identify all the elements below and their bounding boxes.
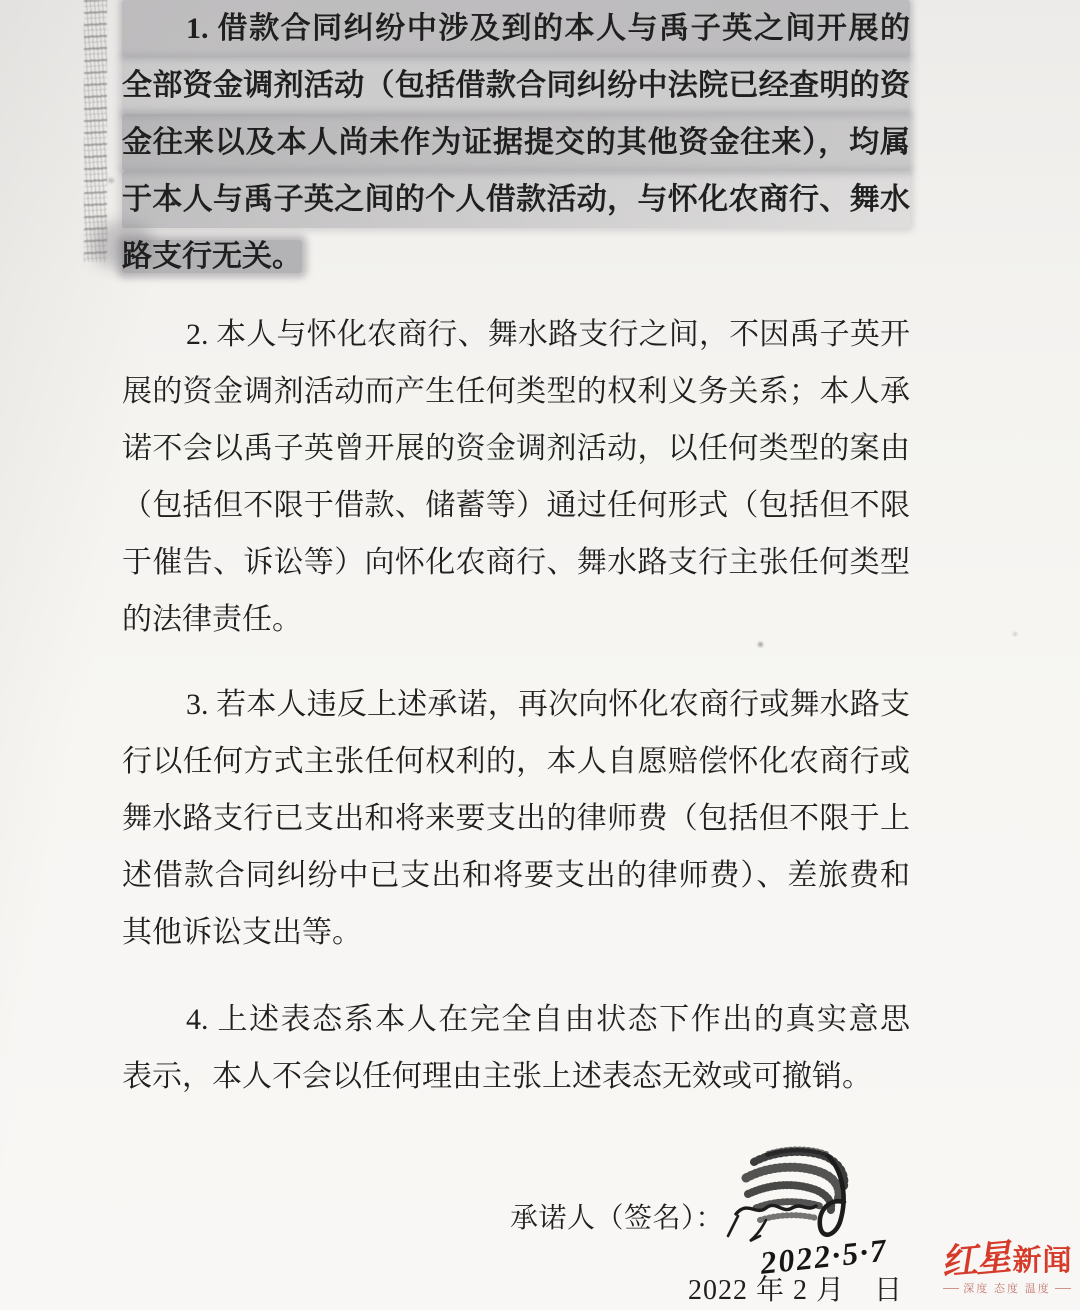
logo-brand-script-text: 红星 (940, 1237, 1012, 1283)
document-line: 其他诉讼支出等。 (122, 916, 362, 949)
document-line: 于本人与禹子英之间的个人借款活动，与怀化农商行、舞水 (122, 171, 910, 228)
paragraph-3 (122, 676, 910, 961)
document-line: 述借款合同纠纷中已支出和将要支出的律师费）、差旅费和 (122, 859, 910, 892)
document-line: 4. 上述表态系本人在完全自由状态下作出的真实意思 (186, 1003, 910, 1036)
tagline-dash (943, 1288, 959, 1289)
scan-noise-dot (1013, 632, 1017, 636)
document-line: 展的资金调剂活动而产生任何类型的权利义务关系；本人承 (122, 375, 910, 408)
document-line: 2. 本人与怀化农商行、舞水路支行之间，不因禹子英开 (186, 318, 910, 351)
paragraph-4 (122, 991, 910, 1105)
paragraph-1 (122, 0, 910, 285)
redstar-news-watermark (934, 1237, 1080, 1296)
printed-date: 2022 年 2 月 日 (688, 1275, 904, 1306)
paragraph-2 (122, 306, 910, 648)
scan-edge-artifact (84, 0, 107, 262)
document-line: 诺不会以禹子英曾开展的资金调剂活动，以任何类型的案由 (122, 432, 910, 465)
document-line: 3. 若本人违反上述承诺，再次向怀化农商行或舞水路支 (186, 688, 910, 721)
document-line: （包括但不限于借款、储蓄等）通过任何形式（包括但不限 (122, 489, 910, 522)
logo-tagline-text: 深度 态度 温度 (963, 1283, 1051, 1295)
scan-noise-dot (108, 178, 114, 183)
handwritten-date: 2022·5·7 (758, 1231, 890, 1281)
document-line: 金往来以及本人尚未作为证据提交的其他资金往来），均属 (122, 114, 910, 171)
document-line (122, 228, 910, 285)
document-line: 1. 借款合同纠纷中涉及到的本人与禹子英之间开展的 (122, 0, 910, 57)
logo-tagline (934, 1280, 1080, 1296)
document-line: 全部资金调剂活动（包括借款合同纠纷中法院已经查明的资 (122, 57, 910, 114)
signatory-label: 承诺人（签名）： (510, 1203, 725, 1234)
document-line: 行以任何方式主张任何权利的，本人自愿赔偿怀化农商行或 (122, 745, 910, 778)
highlighted-text: 路支行无关。 (122, 240, 302, 273)
tagline-dash (1055, 1288, 1071, 1289)
document-line: 表示，本人不会以任何理由主张上述表态无效或可撤销。 (122, 1060, 872, 1093)
document-line: 的法律责任。 (122, 603, 302, 636)
document-line: 于催告、诉讼等）向怀化农商行、舞水路支行主张任何类型 (122, 546, 910, 579)
document-line: 舞水路支行已支出和将来要支出的律师费（包括但不限于上 (122, 802, 910, 835)
logo-brand (934, 1237, 1080, 1283)
logo-brand-bold-text: 新闻 (1012, 1245, 1073, 1277)
